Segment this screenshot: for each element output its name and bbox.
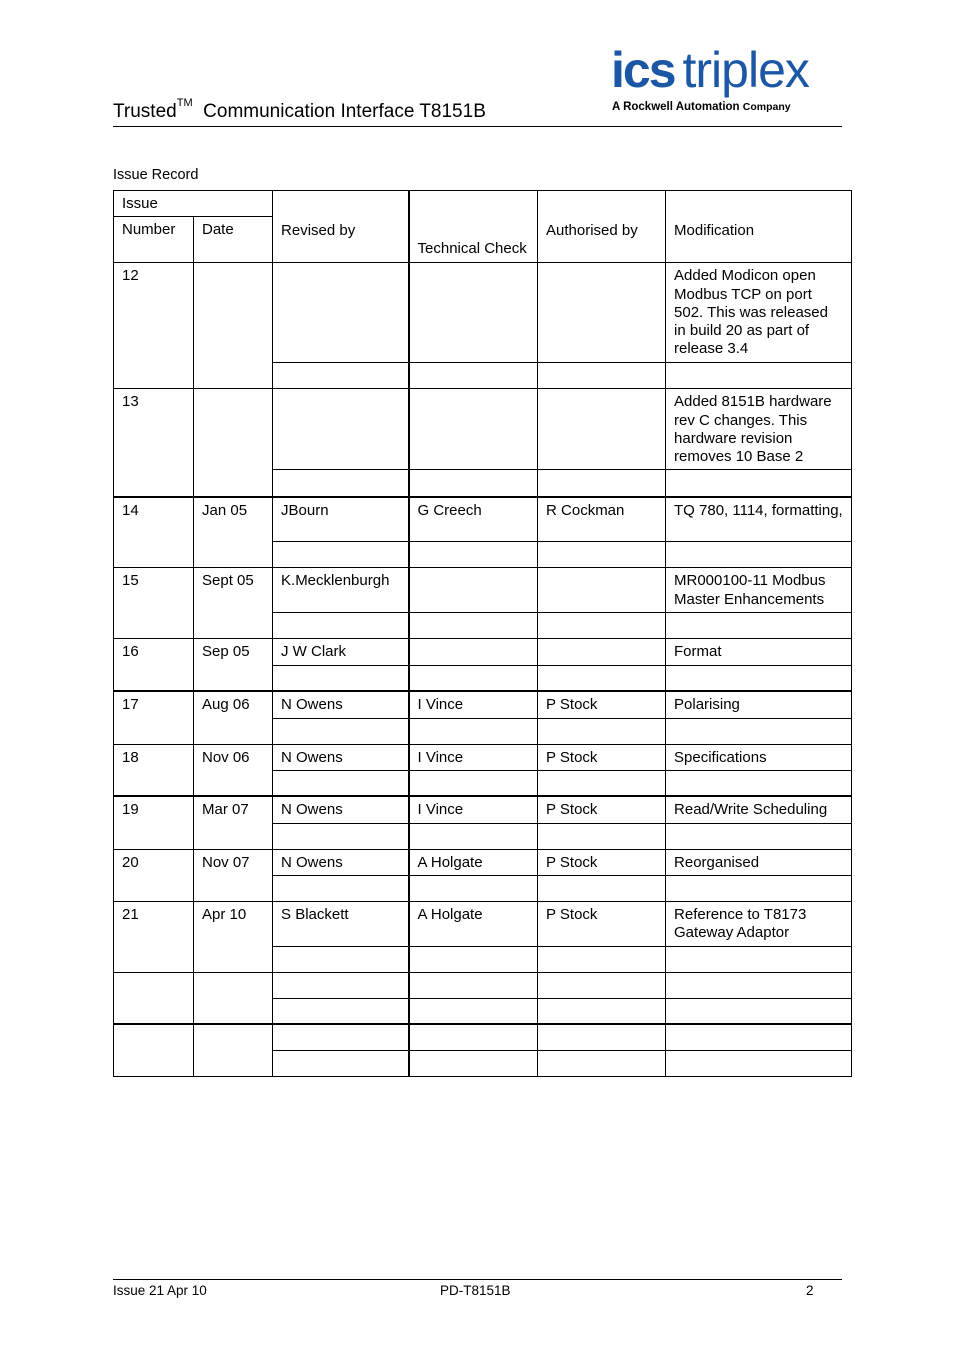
cell-empty	[666, 613, 852, 639]
cell-date: Nov 07	[194, 849, 273, 901]
cell-technical-check: I Vince	[409, 796, 538, 823]
company-logo	[611, 42, 844, 120]
cell-empty	[409, 823, 538, 849]
cell-empty	[273, 998, 409, 1024]
cell-empty	[409, 470, 538, 497]
cell-empty	[409, 363, 538, 389]
header-revised-by: Revised by	[273, 191, 409, 263]
footer-page-number: 2	[806, 1283, 814, 1298]
cell-modification: Added Modicon open Modbus TCP on port 502. This was released in build 20 as part of release 3.4	[666, 263, 852, 363]
cell-empty	[409, 665, 538, 691]
title-suffix: Communication Interface T8151B	[203, 101, 486, 122]
cell-empty	[409, 1050, 538, 1076]
cell-date: Nov 06	[194, 744, 273, 796]
cell-empty	[409, 770, 538, 796]
cell-empty	[409, 875, 538, 901]
cell-empty	[409, 613, 538, 639]
table-row	[114, 972, 852, 998]
cell-number: 16	[114, 639, 194, 691]
logo-tagline-end: Company	[742, 101, 791, 113]
table-row	[114, 389, 852, 470]
cell-empty	[409, 718, 538, 744]
cell-technical-check	[409, 389, 538, 470]
table-row	[114, 901, 852, 946]
logo-wordmark	[611, 42, 809, 98]
cell-authorised-by	[538, 972, 666, 998]
header-rule	[113, 126, 842, 127]
cell-empty	[273, 823, 409, 849]
logo-tagline	[612, 101, 791, 113]
cell-number: 21	[114, 901, 194, 972]
cell-empty	[538, 946, 666, 972]
cell-authorised-by: R Cockman	[538, 497, 666, 542]
cell-empty	[273, 875, 409, 901]
cell-revised-by: K.Mecklenburgh	[273, 568, 409, 613]
issue-record-table	[113, 190, 852, 1077]
cell-empty	[538, 823, 666, 849]
cell-date: Mar 07	[194, 796, 273, 849]
cell-number: 14	[114, 497, 194, 568]
cell-revised-by: N Owens	[273, 796, 409, 823]
cell-authorised-by: P Stock	[538, 849, 666, 875]
cell-authorised-by: P Stock	[538, 691, 666, 718]
cell-authorised-by	[538, 639, 666, 665]
cell-technical-check: A Holgate	[409, 901, 538, 946]
cell-empty	[666, 718, 852, 744]
cell-revised-by: N Owens	[273, 744, 409, 770]
cell-revised-by	[273, 1024, 409, 1050]
cell-date	[194, 972, 273, 1024]
cell-modification: Specifications	[666, 744, 852, 770]
cell-number: 17	[114, 691, 194, 744]
cell-number: 13	[114, 389, 194, 497]
cell-empty	[666, 823, 852, 849]
cell-modification: Reorganised	[666, 849, 852, 875]
cell-authorised-by	[538, 263, 666, 363]
cell-empty	[666, 946, 852, 972]
cell-technical-check: I Vince	[409, 744, 538, 770]
footer-issue: Issue 21 Apr 10	[113, 1283, 207, 1298]
cell-modification	[666, 972, 852, 998]
cell-revised-by: JBourn	[273, 497, 409, 542]
cell-number	[114, 972, 194, 1024]
cell-technical-check: I Vince	[409, 691, 538, 718]
table-row	[114, 744, 852, 770]
cell-technical-check: A Holgate	[409, 849, 538, 875]
cell-authorised-by	[538, 568, 666, 613]
footer-rule	[113, 1279, 842, 1280]
cell-empty	[666, 1050, 852, 1076]
cell-revised-by: N Owens	[273, 691, 409, 718]
cell-revised-by: J W Clark	[273, 639, 409, 665]
cell-empty	[666, 363, 852, 389]
cell-modification: Read/Write Scheduling	[666, 796, 852, 823]
cell-authorised-by	[538, 389, 666, 470]
table-row	[114, 849, 852, 875]
cell-empty	[538, 470, 666, 497]
cell-empty	[273, 363, 409, 389]
cell-empty	[273, 470, 409, 497]
cell-date: Sept 05	[194, 568, 273, 639]
cell-date: Aug 06	[194, 691, 273, 744]
cell-revised-by	[273, 263, 409, 363]
cell-date: Apr 10	[194, 901, 273, 972]
cell-empty	[273, 718, 409, 744]
section-label: Issue Record	[113, 167, 199, 183]
cell-empty	[409, 542, 538, 568]
cell-empty	[538, 542, 666, 568]
cell-revised-by: N Owens	[273, 849, 409, 875]
cell-number: 19	[114, 796, 194, 849]
cell-empty	[666, 998, 852, 1024]
cell-empty	[538, 875, 666, 901]
cell-revised-by: S Blackett	[273, 901, 409, 946]
cell-empty	[273, 770, 409, 796]
cell-modification: TQ 780, 1114, formatting,	[666, 497, 852, 542]
table-row	[114, 796, 852, 823]
cell-number	[114, 1024, 194, 1076]
cell-modification: MR000100-11 Modbus Master Enhancements	[666, 568, 852, 613]
cell-technical-check	[409, 1024, 538, 1050]
header-technical-check: Technical Check	[409, 191, 538, 263]
cell-empty	[538, 613, 666, 639]
cell-date	[194, 389, 273, 497]
cell-empty	[666, 770, 852, 796]
cell-empty	[538, 363, 666, 389]
table-row	[114, 263, 852, 363]
cell-number: 20	[114, 849, 194, 901]
table-row	[114, 497, 852, 542]
header-modification: Modification	[666, 191, 852, 263]
logo-tagline-main: A Rockwell Automation	[612, 101, 740, 113]
header-number: Number	[114, 217, 194, 263]
cell-empty	[538, 998, 666, 1024]
header-date: Date	[194, 217, 273, 263]
cell-technical-check: G Creech	[409, 497, 538, 542]
cell-empty	[409, 998, 538, 1024]
cell-date: Jan 05	[194, 497, 273, 568]
cell-authorised-by: P Stock	[538, 744, 666, 770]
cell-number: 15	[114, 568, 194, 639]
cell-empty	[538, 718, 666, 744]
cell-empty	[538, 665, 666, 691]
cell-empty	[273, 665, 409, 691]
cell-modification	[666, 1024, 852, 1050]
header-issue-group: Issue	[114, 191, 273, 217]
cell-empty	[666, 542, 852, 568]
cell-empty	[538, 1050, 666, 1076]
cell-empty	[538, 770, 666, 796]
cell-empty	[666, 470, 852, 497]
cell-technical-check	[409, 639, 538, 665]
cell-modification: Added 8151B hardware rev C changes. This hardware revision removes 10 Base 2	[666, 389, 852, 470]
cell-date: Sep 05	[194, 639, 273, 691]
header-authorised-by: Authorised by	[538, 191, 666, 263]
cell-modification: Polarising	[666, 691, 852, 718]
cell-empty	[409, 946, 538, 972]
cell-number: 12	[114, 263, 194, 389]
cell-technical-check	[409, 568, 538, 613]
cell-empty	[666, 665, 852, 691]
cell-date	[194, 1024, 273, 1076]
cell-modification: Reference to T8173 Gateway Adaptor	[666, 901, 852, 946]
cell-empty	[273, 542, 409, 568]
title-prefix: Trusted	[113, 101, 177, 122]
logo-wordmark-light: triplex	[682, 42, 809, 98]
cell-empty	[273, 946, 409, 972]
document-title	[113, 97, 486, 124]
logo-wordmark-bold: ics	[611, 42, 675, 98]
cell-empty	[273, 613, 409, 639]
cell-empty	[273, 1050, 409, 1076]
cell-technical-check	[409, 263, 538, 363]
table-row	[114, 568, 852, 613]
cell-revised-by	[273, 389, 409, 470]
cell-modification: Format	[666, 639, 852, 665]
cell-authorised-by: P Stock	[538, 901, 666, 946]
cell-empty	[666, 875, 852, 901]
footer-document-number: PD-T8151B	[440, 1283, 511, 1298]
cell-revised-by	[273, 972, 409, 998]
cell-number: 18	[114, 744, 194, 796]
table-row	[114, 1024, 852, 1050]
cell-date	[194, 263, 273, 389]
cell-technical-check	[409, 972, 538, 998]
table-row	[114, 691, 852, 718]
table-row	[114, 639, 852, 665]
cell-authorised-by: P Stock	[538, 796, 666, 823]
cell-authorised-by	[538, 1024, 666, 1050]
trademark-superscript: TM	[176, 97, 193, 109]
